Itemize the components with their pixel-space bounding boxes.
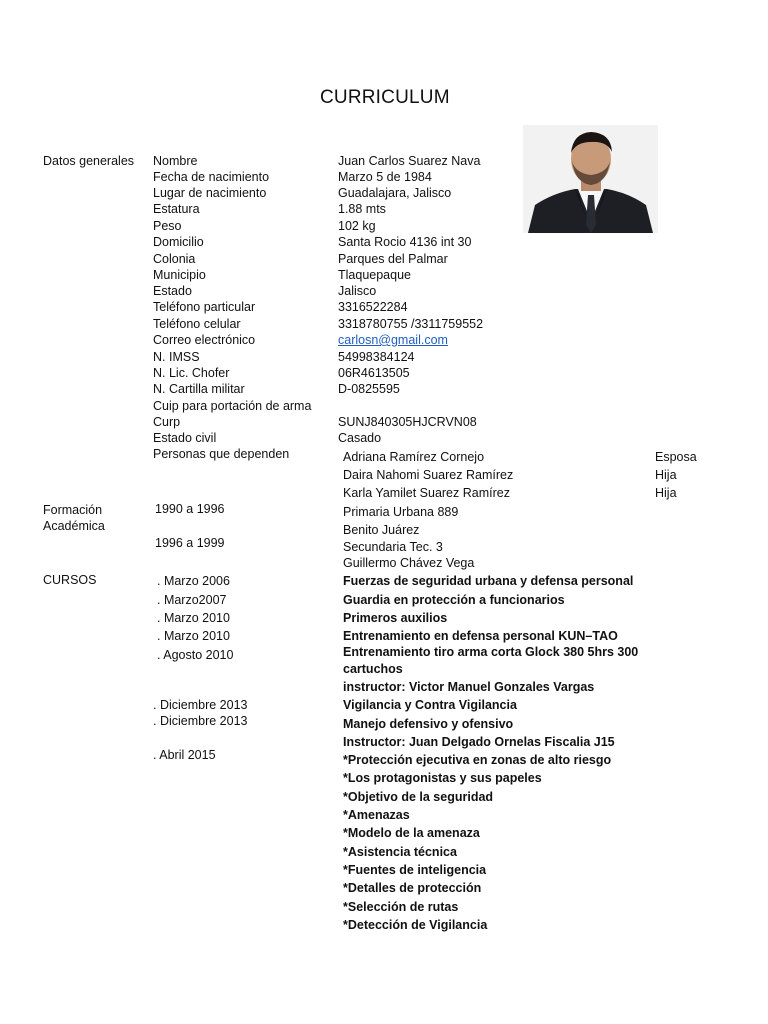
email-link[interactable]: carlosn@gmail.com <box>338 333 448 347</box>
curso-fecha: . Diciembre 2013 <box>153 698 248 712</box>
curso-line: Fuerzas de seguridad urbana y defensa personal <box>343 574 634 588</box>
label-estado: Estado <box>153 284 192 298</box>
curso-fecha: . Marzo2007 <box>157 593 227 607</box>
formacion-periodo: 1996 a 1999 <box>155 536 225 550</box>
value-estado-civil: Casado <box>338 431 382 445</box>
dependiente-relation: Hija <box>655 486 677 500</box>
curso-line: Vigilancia y Contra Vigilancia <box>343 698 517 712</box>
formacion-line: Primaria Urbana 889 <box>343 505 459 519</box>
dependiente-name: Karla Yamilet Suarez Ramírez <box>343 486 510 500</box>
curso-fecha: . Marzo 2006 <box>157 574 230 588</box>
curso-line: Entrenamiento en defensa personal KUN–TAO <box>343 629 618 643</box>
label-telefono-celular: Teléfono celular <box>153 317 241 331</box>
curso-line: *Amenazas <box>343 808 410 822</box>
label-fecha-nacimiento: Fecha de nacimiento <box>153 170 270 184</box>
curso-line: cartuchos <box>343 662 403 676</box>
curso-fecha: . Abril 2015 <box>153 748 216 762</box>
dependiente-name: Daira Nahomi Suarez Ramírez <box>343 468 514 482</box>
formacion-line: Benito Juárez <box>343 523 420 537</box>
dependiente-relation: Esposa <box>655 450 697 464</box>
curso-line: *Asistencia técnica <box>343 845 457 859</box>
section-formacion-line1: Formación <box>43 503 103 517</box>
label-telefono-particular: Teléfono particular <box>153 300 256 314</box>
dependiente-name: Adriana Ramírez Cornejo <box>343 450 485 464</box>
formacion-line: Guillermo Chávez Vega <box>343 556 475 570</box>
curso-line: Instructor: Juan Delgado Ornelas Fiscalia J15 <box>343 735 615 749</box>
curso-line: *Detalles de protección <box>343 881 482 895</box>
label-correo: Correo electrónico <box>153 333 256 347</box>
curso-line: *Los protagonistas y sus papeles <box>343 771 542 785</box>
label-estado-civil: Estado civil <box>153 431 217 445</box>
curso-fecha: . Marzo 2010 <box>157 611 230 625</box>
curso-line: *Objetivo de la seguridad <box>343 790 494 804</box>
dependiente-relation: Hija <box>655 468 677 482</box>
curso-line: instructor: Victor Manuel Gonzales Vargas <box>343 680 595 694</box>
section-cursos: CURSOS <box>43 573 97 587</box>
label-domicilio: Domicilio <box>153 235 204 249</box>
value-domicilio: Santa Rocio 4136 int 30 <box>338 235 472 249</box>
label-imss: N. IMSS <box>153 350 200 364</box>
profile-photo <box>523 125 658 233</box>
curso-line: *Detección de Vigilancia <box>343 918 488 932</box>
value-curp: SUNJ840305HJCRVN08 <box>338 415 477 429</box>
label-cartilla: N. Cartilla militar <box>153 382 245 396</box>
curso-line: *Selección de rutas <box>343 900 459 914</box>
label-colonia: Colonia <box>153 252 196 266</box>
value-peso: 102 kg <box>338 219 376 233</box>
value-telefono-particular: 3316522284 <box>338 300 408 314</box>
value-telefono-celular: 3318780755 /3311759552 <box>338 317 484 331</box>
curso-line: *Modelo de la amenaza <box>343 826 480 840</box>
label-cuip: Cuip para portación de arma <box>153 399 312 413</box>
value-colonia: Parques del Palmar <box>338 252 448 266</box>
label-nombre: Nombre <box>153 154 198 168</box>
value-fecha-nacimiento: Marzo 5 de 1984 <box>338 170 432 184</box>
page-title: CURRICULUM <box>320 87 450 108</box>
label-lugar-nacimiento: Lugar de nacimiento <box>153 186 267 200</box>
curso-line: *Fuentes de inteligencia <box>343 863 487 877</box>
value-lugar-nacimiento: Guadalajara, Jalisco <box>338 186 452 200</box>
section-datos-generales: Datos generales <box>43 154 135 168</box>
value-estatura: 1.88 mts <box>338 202 386 216</box>
value-cartilla: D-0825595 <box>338 382 400 396</box>
curso-fecha: . Diciembre 2013 <box>153 714 248 728</box>
curso-fecha: . Marzo 2010 <box>157 629 230 643</box>
section-formacion-line2: Académica <box>43 519 105 533</box>
label-curp: Curp <box>153 415 181 429</box>
curso-line: *Protección ejecutiva en zonas de alto riesgo <box>343 753 612 767</box>
label-personas-dependen: Personas que dependen <box>153 447 290 461</box>
formacion-periodo: 1990 a 1996 <box>155 502 225 516</box>
curso-line: Entrenamiento tiro arma corta Glock 380 5hrs 300 <box>343 645 639 659</box>
value-lic-chofer: 06R4613505 <box>338 366 410 380</box>
value-nombre: Juan Carlos Suarez Nava <box>338 154 481 168</box>
formacion-line: Secundaria Tec. 3 <box>343 540 443 554</box>
label-lic-chofer: N. Lic. Chofer <box>153 366 230 380</box>
curso-fecha: . Agosto 2010 <box>157 648 234 662</box>
curso-line: Manejo defensivo y ofensivo <box>343 717 514 731</box>
label-peso: Peso <box>153 219 182 233</box>
value-estado: Jalisco <box>338 284 377 298</box>
curso-line: Guardia en protección a funcionarios <box>343 593 565 607</box>
value-imss: 54998384124 <box>338 350 415 364</box>
curso-line: Primeros auxilios <box>343 611 448 625</box>
value-municipio: Tlaquepaque <box>338 268 411 282</box>
label-municipio: Municipio <box>153 268 206 282</box>
label-estatura: Estatura <box>153 202 200 216</box>
